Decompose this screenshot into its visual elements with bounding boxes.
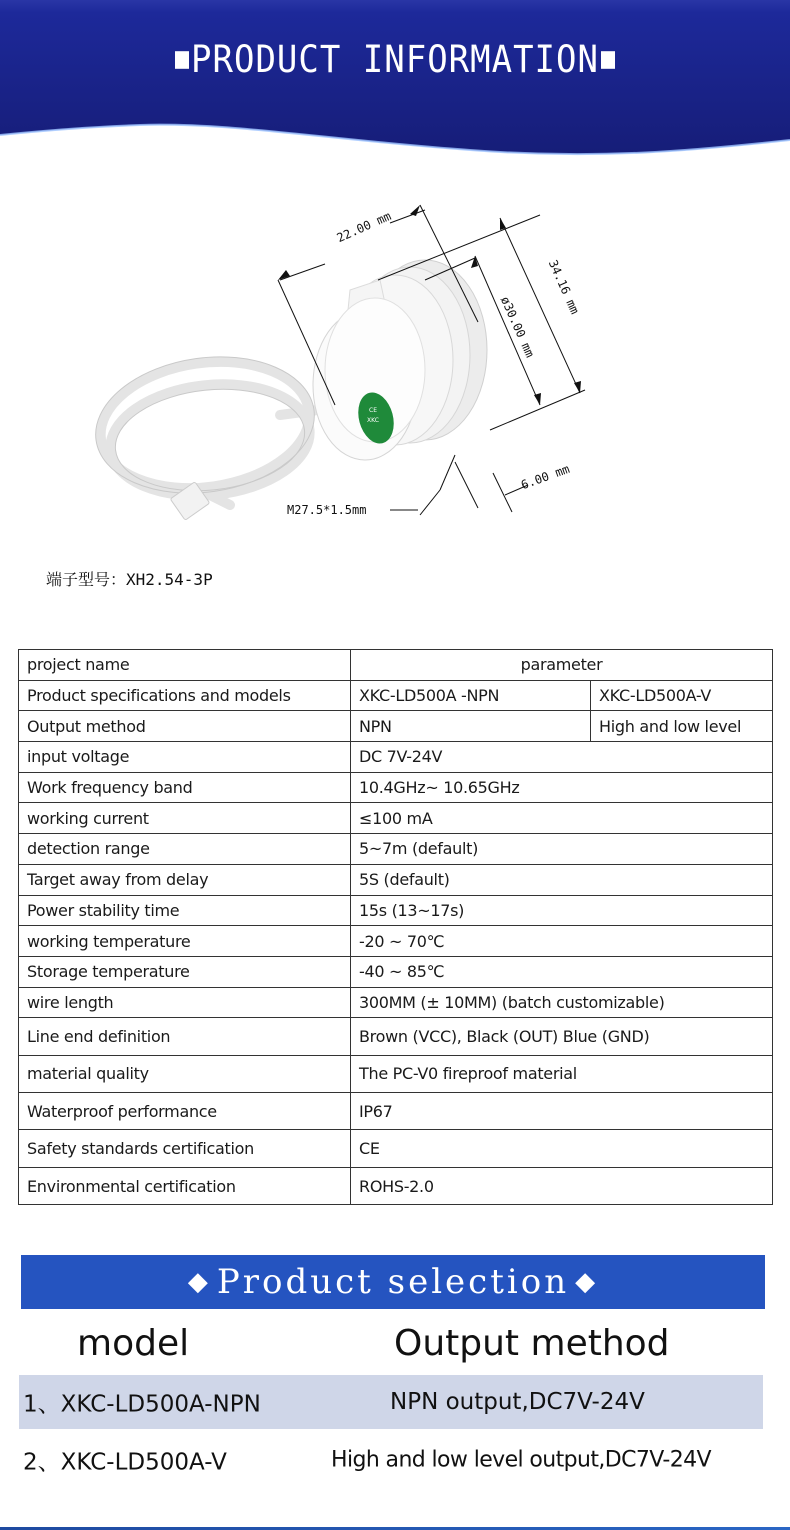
column-header-output: Output method [394, 1323, 670, 1364]
square-bullet-icon [601, 51, 615, 69]
dimension-diameter-label: ø30.00 mm [497, 294, 538, 360]
table-row [19, 864, 773, 895]
product-selection-title: Product selection [216, 1262, 570, 1302]
dimension-outer-label: 34.16 mm [545, 257, 583, 317]
row-name: detection range [19, 834, 351, 865]
selection-output: NPN output,DC7V-24V [390, 1389, 645, 1415]
row-name: input voltage [19, 742, 351, 773]
table-row [19, 956, 773, 987]
row-name: material quality [19, 1055, 351, 1092]
row-name: Target away from delay [19, 864, 351, 895]
row-value: DC 7V-24V [351, 742, 773, 773]
table-row [19, 834, 773, 865]
table-row [19, 987, 773, 1018]
dimension-thread-label: M27.5*1.5mm [287, 503, 367, 517]
row-name: Product specifications and models [19, 680, 351, 711]
table-row [19, 1018, 773, 1055]
selection-row [19, 1375, 763, 1429]
row-name: Line end definition [19, 1018, 351, 1055]
row-value: ROHS-2.0 [351, 1167, 773, 1204]
product-image [80, 190, 640, 540]
diamond-icon: ◆ [575, 1267, 599, 1297]
row-name: Power stability time [19, 895, 351, 926]
selection-model: 1、XKC-LD500A-NPN [23, 1391, 261, 1418]
row-value: IP67 [351, 1093, 773, 1130]
row-value: -40 ~ 85℃ [351, 956, 773, 987]
table-row [19, 680, 773, 711]
svg-text:XKC: XKC [367, 417, 379, 424]
table-row [19, 1167, 773, 1204]
svg-text:CE: CE [369, 407, 377, 414]
header-cell-name: project name [19, 650, 351, 681]
dimension-length-label: 22.00 mm [334, 208, 394, 246]
header-banner [0, 0, 790, 160]
row-name: wire length [19, 987, 351, 1018]
selection-model: 2、XKC-LD500A-V [23, 1449, 227, 1476]
table-row [19, 1093, 773, 1130]
table-header-row [19, 650, 773, 681]
row-name: Storage temperature [19, 956, 351, 987]
table-row [19, 1130, 773, 1167]
page-title-text: PRODUCT INFORMATION [191, 38, 599, 82]
row-name: Output method [19, 711, 351, 742]
row-value: ≤100 mA [351, 803, 773, 834]
table-row [19, 895, 773, 926]
row-value: 5~7m (default) [351, 834, 773, 865]
row-value-npn: NPN [351, 711, 591, 742]
dimension-thread-length-label: 6.00 mm [519, 461, 572, 493]
column-header-model: model [77, 1323, 190, 1364]
row-value: 5S (default) [351, 864, 773, 895]
page-title [0, 38, 790, 82]
table-row [19, 742, 773, 773]
row-name: Work frequency band [19, 772, 351, 803]
table-row [19, 772, 773, 803]
table-row [19, 711, 773, 742]
table-row [19, 803, 773, 834]
row-value: The PC-V0 fireproof material [351, 1055, 773, 1092]
table-row [19, 926, 773, 957]
row-name: working current [19, 803, 351, 834]
selection-row [19, 1433, 763, 1487]
row-value: CE [351, 1130, 773, 1167]
row-name: Environmental certification [19, 1167, 351, 1204]
spec-table [18, 649, 773, 1205]
row-value-v: XKC-LD500A-V [591, 680, 773, 711]
sensor-illustration [80, 190, 640, 540]
selection-output: High and low level output,DC7V-24V [331, 1447, 712, 1473]
diamond-icon: ◆ [187, 1267, 211, 1297]
row-value: 300MM (± 10MM) (batch customizable) [351, 987, 773, 1018]
square-bullet-icon [175, 51, 189, 69]
row-value: Brown (VCC), Black (OUT) Blue (GND) [351, 1018, 773, 1055]
row-name: Safety standards certification [19, 1130, 351, 1167]
product-selection-banner [21, 1255, 765, 1309]
row-value-v: High and low level [591, 711, 773, 742]
row-value: 15s (13~17s) [351, 895, 773, 926]
row-value: 10.4GHz~ 10.65GHz [351, 772, 773, 803]
table-row [19, 1055, 773, 1092]
header-cell-parameter: parameter [351, 650, 773, 681]
row-name: working temperature [19, 926, 351, 957]
row-value-npn: XKC-LD500A -NPN [351, 680, 591, 711]
row-value: -20 ~ 70℃ [351, 926, 773, 957]
row-name: Waterproof performance [19, 1093, 351, 1130]
terminal-model-label: 端子型号：XH2.54-3P [46, 570, 213, 589]
